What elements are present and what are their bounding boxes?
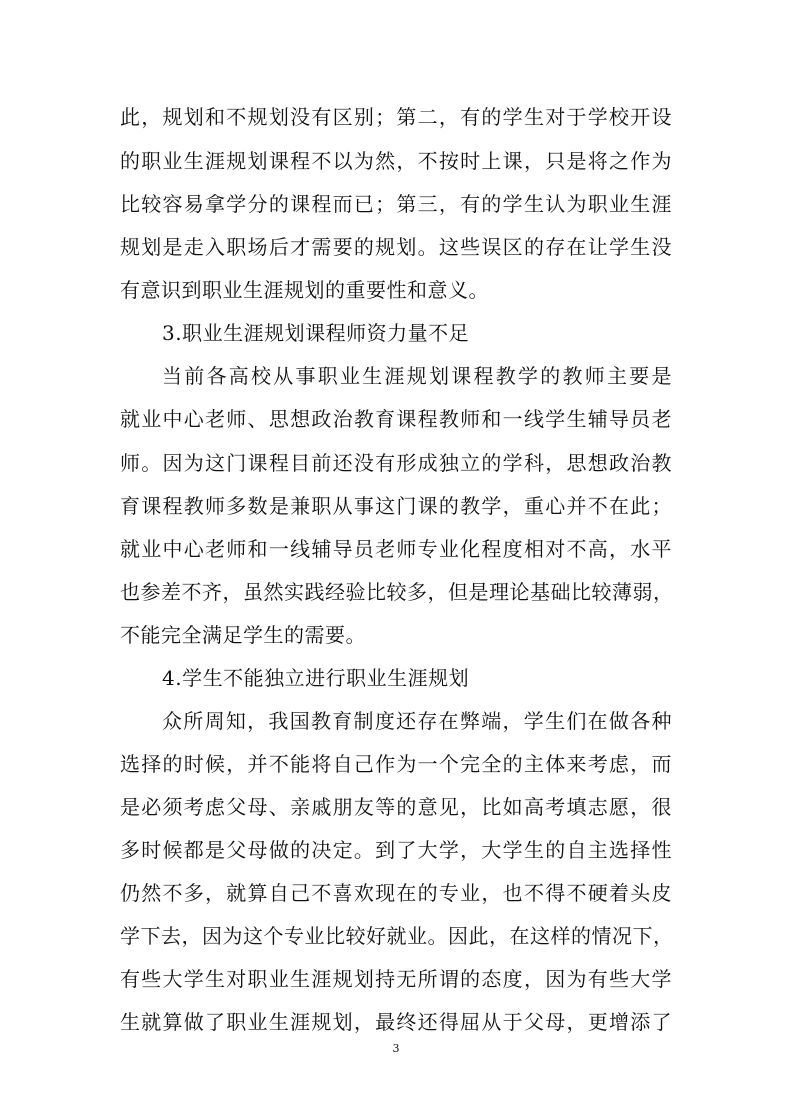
paragraph-line: 众所周知，我国教育制度还存在弊端，学生们在做各种 [162,709,672,733]
paragraph-line: 不能完全满足学生的需要。 [120,623,366,647]
page-number: 3 [392,1042,400,1055]
section-heading: 3.职业生涯规划课程师资力量不足 [162,321,470,345]
paragraph-line: 比较容易拿学分的课程而已；第三，有的学生认为职业生涯 [120,192,672,216]
paragraph-line: 仍然不多，就算自己不喜欢现在的专业，也不得不硬着头皮 [120,881,672,905]
paragraph-line: 是必须考虑父母、亲戚朋友等的意见，比如高考填志愿，很 [120,795,672,819]
paragraph-line: 选择的时候，并不能将自己作为一个完全的主体来考虑，而 [120,752,672,776]
paragraph-line: 也参差不齐，虽然实践经验比较多，但是理论基础比较薄弱， [120,580,674,604]
paragraph-line: 当前各高校从事职业生涯规划课程教学的教师主要是 [162,364,672,388]
paragraph-line: 的职业生涯规划课程不以为然，不按时上课，只是将之作为 [120,149,672,173]
paragraph-line: 学下去，因为这个专业比较好就业。因此，在这样的情况下， [120,924,674,948]
paragraph-line: 规划是走入职场后才需要的规划。这些误区的存在让学生没 [120,235,672,259]
section-heading: 4.学生不能独立进行职业生涯规划 [162,666,470,690]
paragraph-line: 有意识到职业生涯规划的重要性和意义。 [120,278,489,302]
paragraph-line: 就业中心老师和一线辅导员老师专业化程度相对不高，水平 [120,537,672,561]
paragraph-line: 此，规划和不规划没有区别；第二，有的学生对于学校开设 [120,105,672,129]
paragraph-line: 师。因为这门课程目前还没有形成独立的学科，思想政治教 [120,451,672,475]
paragraph-line: 多时候都是父母做的决定。到了大学，大学生的自主选择性 [120,838,672,862]
paragraph-line: 育课程教师多数是兼职从事这门课的教学，重心并不在此； [120,494,672,518]
paragraph-line: 就业中心老师、思想政治教育课程教师和一线学生辅导员老 [120,407,672,431]
paragraph-line: 生就算做了职业生涯规划，最终还得屈从于父母，更增添了 [120,1010,672,1034]
paragraph-line: 有些大学生对职业生涯规划持无所谓的态度，因为有些大学 [120,967,672,991]
